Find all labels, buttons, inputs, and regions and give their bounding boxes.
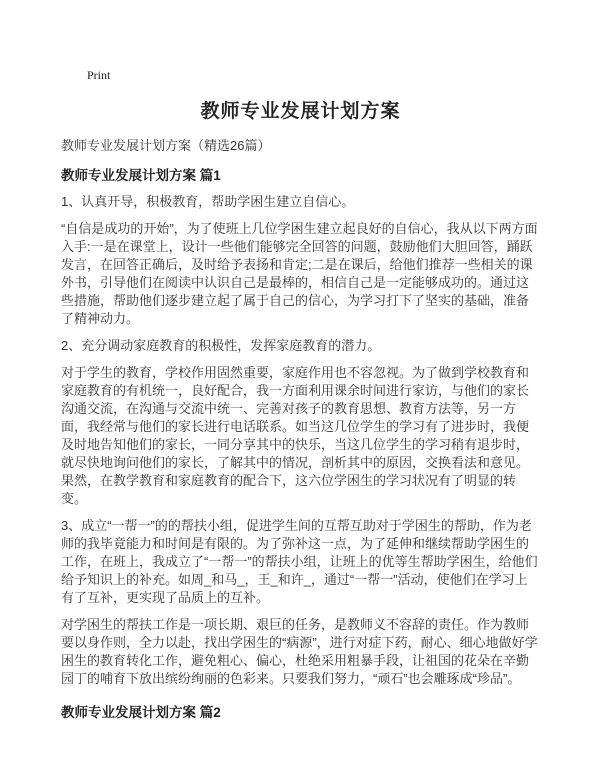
paragraph: 1、认真开导，积极教育，帮助学困生建立自信心。 [61,194,355,209]
paragraph: “自信是成功的开始”，为了使班上几位学困生建立起良好的自信心，我从以下两方面入手:一是在课堂上，设计一些他们能够完全回答的问题，鼓励他们大胆回答，踊跃发言，在回答正确后，及时给予表扬和肯定;二是在课后，给他们推荐一些相关的课外书，引导他们在阅读中认识自己是最棒的，相信自己是一定能够成功的。通过这些措施，帮助他们逐步建立起了属于自己的信心，为学习打下了坚实的基础，准备了精神动力。 [61,221,538,326]
section-heading-2: 教师专业发展计划方案 篇2 [61,705,221,720]
page-title: 教师专业发展计划方案 [200,101,401,122]
print-link[interactable]: Print [87,68,111,82]
paragraph: 2、充分调动家庭教育的积极性，发挥家庭教育的潜力。 [61,338,381,353]
paragraph: 对于学生的教育，学校作用固然重要，家庭作用也不容忽视。为了做到学校教育和家庭教育的有机统一，良好配合，我一方面利用课余时间进行家访，与他们的家长沟通交流，在沟通与交流中统一、完善对孩子的教育思想、教育方法等，另一方面，我经常与他们的家长进行电话联系。如当这几位学生的学习有了进步时，我便及时地告知他们的家长，一同分享其中的快乐，当这几位学生的学习稍有退步时，就尽快地询问他们的家长，了解其中的情况，剖析其中的原因，交换看法和意见。果然，在教学教育和家庭教育的配合下，这六位学困生的学习状况有了明显的转变。 [61,365,530,506]
paragraph: 3、成立“一帮一”的的帮扶小组，促进学生间的互帮互助对于学困生的帮助，作为老师的我毕竟能力和时间是有限的。为了弥补这一点，为了延伸和继续帮助学困生的工作，在班上，我成立了“一帮一”的帮扶小组，让班上的优等生帮助学困生，给他们给予知识上的补充。如周_和马_，王_和许_，通过“一帮一”活动，使他们在学习上有了互补，更实现了品质上的互补。 [61,518,538,605]
page-subtitle: 教师专业发展计划方案（精选26篇） [61,138,271,153]
paragraph: 对学困生的帮扶工作是一项长期、艰巨的任务，是教师义不容辞的责任。作为教师要以身作则，全力以赴，找出学困生的“病源”，进行对症下药，耐心、细心地做好学困生的教育转化工作，避免粗心、偏心，杜绝采用粗暴手段，让祖国的花朵在辛勤园丁的哺育下放出缤纷绚丽的色彩来。只要我们努力，“顽石”也会雕琢成“珍品”。 [61,617,538,686]
section-heading-1: 教师专业发展计划方案 篇1 [61,168,221,183]
